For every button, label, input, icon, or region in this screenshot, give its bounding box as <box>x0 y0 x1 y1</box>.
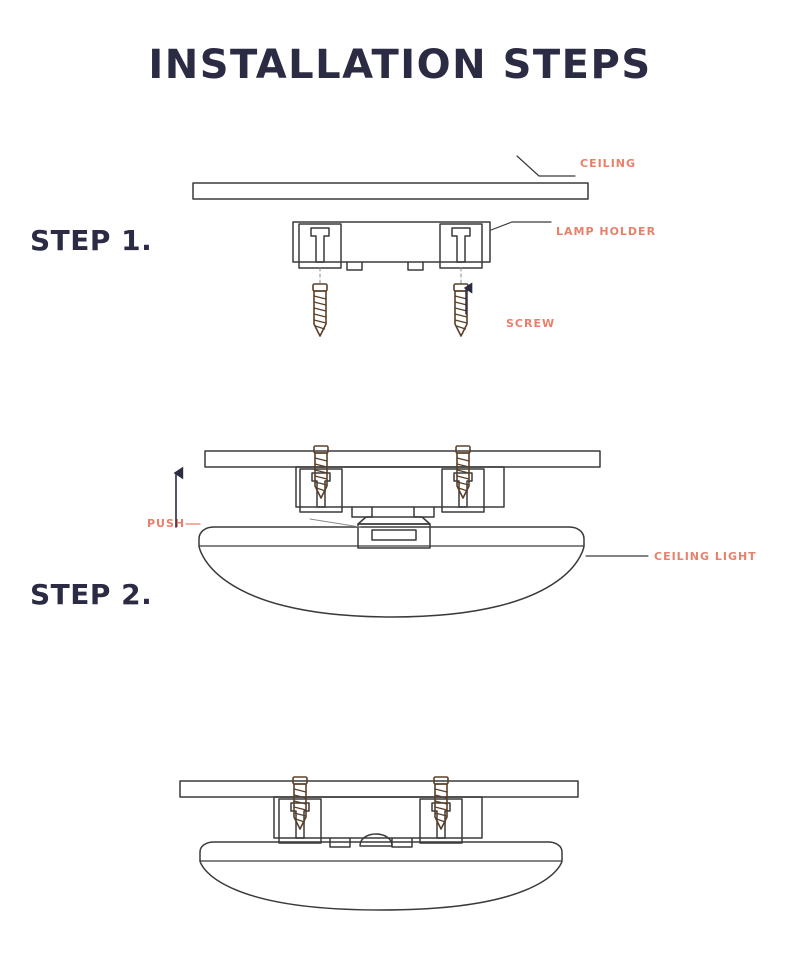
step-2-label: STEP 2. <box>30 578 153 611</box>
assembled-fixture <box>180 777 578 910</box>
ceiling-slab-step1 <box>193 183 588 199</box>
callout-ceiling: CEILING <box>580 157 637 170</box>
callout-lamp-holder: LAMP HOLDER <box>556 225 657 238</box>
lamp-holder-step1 <box>293 222 490 270</box>
ceiling-light-dome <box>199 517 584 617</box>
lamp-holder-step2 <box>296 467 504 517</box>
callout-push: PUSH <box>147 517 186 530</box>
callout-ceiling-light: CEILING LIGHT <box>654 550 757 563</box>
ceiling-slab-step2 <box>205 451 600 467</box>
callout-screw: SCREW <box>506 317 556 330</box>
step-1-label: STEP 1. <box>30 224 153 257</box>
page-title: INSTALLATION STEPS <box>148 42 652 88</box>
